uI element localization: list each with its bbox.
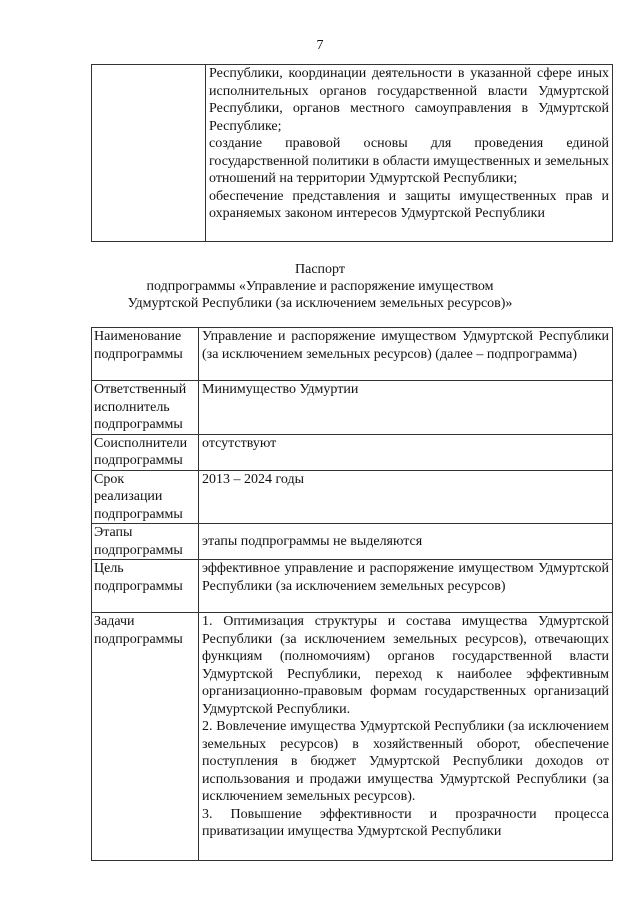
- value-paragraph: 2. Вовлечение имущества Удмуртской Республики (за исключением земельных ресурсов) в хозяйственный оборот, обеспечение поступления в бюджет Удмуртской Республики доходов от использования и продажи имущества Удмуртской Республики (за исключением земельных ресурсов).: [202, 719, 609, 804]
- continuation-cell: [206, 65, 613, 242]
- row-value: [199, 560, 613, 613]
- continuation-table: [91, 64, 613, 242]
- value-paragraph: Минимущество Удмуртии: [202, 382, 359, 397]
- value-paragraph: отсутствуют: [202, 435, 277, 451]
- table-row: [92, 65, 613, 242]
- continuation-paragraph: создание правовой основы для проведения единой государственной политики в области имущественных и земельных отношений на территории Удмуртской Республики;: [209, 136, 609, 186]
- value-paragraph: 1. Оптимизация структуры и состава имущества Удмуртской Республики (за исключением земельных ресурсов), отвечающих функциям (полномочиям) органов государственной власти Удмуртской Республики, переход к наиболее эффективным организационно-правовым формам государственных организаций Удмуртской Республики.: [202, 614, 609, 717]
- table-row: [92, 524, 613, 560]
- row-value: [199, 613, 613, 861]
- table-row: [92, 613, 613, 861]
- value-paragraph: Управление и распоряжение имуществом Удмуртской Республики (за исключением земельных ресурсов) (далее – подпрограмма): [202, 329, 609, 362]
- passport-heading: Паспорт: [295, 262, 345, 277]
- table-row: [92, 328, 613, 381]
- row-value: [199, 470, 613, 524]
- row-value: [199, 524, 613, 560]
- value-paragraph: эффективное управление и распоряжение имуществом Удмуртской Республики (за исключением земельных ресурсов): [202, 561, 609, 594]
- table-row: [92, 560, 613, 613]
- continuation-paragraph: обеспечение представления и защиты имущественных прав и охраняемых законом интересов Удмуртской Республики: [209, 188, 609, 221]
- row-label: Ответственный исполнитель подпрограммы: [92, 381, 199, 435]
- passport-subtitle-line: Удмуртской Республики (за исключением земельных ресурсов)»: [127, 296, 513, 311]
- passport-table: [91, 327, 613, 861]
- row-label: Наименование подпрограммы: [92, 328, 199, 381]
- value-paragraph: 3. Повышение эффективности и прозрачности процесса приватизации имущества Удмуртской Республики: [202, 806, 609, 839]
- row-value: [199, 381, 613, 435]
- page-number: 7: [316, 38, 324, 53]
- row-label: Цель подпрограммы: [92, 560, 199, 613]
- row-label: Срок реализации подпрограммы: [92, 470, 199, 524]
- passport-subtitle-line: подпрограммы «Управление и распоряжение имуществом: [146, 279, 494, 294]
- row-label: Задачи подпрограммы: [92, 613, 199, 861]
- continuation-paragraph: Республики, координации деятельности в указанной сфере иных исполнительных органов государственной власти Удмуртской Республики, органов местного самоуправления в Удмуртской Республике;: [209, 66, 609, 134]
- empty-label-cell: [92, 65, 206, 242]
- value-paragraph: этапы подпрограммы не выделяются: [202, 533, 423, 549]
- row-value: [199, 434, 613, 470]
- table-row: [92, 381, 613, 435]
- row-label: Этапы подпрограммы: [92, 524, 199, 560]
- table-row: [92, 434, 613, 470]
- row-label: Соисполнители подпрограммы: [92, 434, 199, 470]
- row-value: [199, 328, 613, 381]
- value-paragraph: 2013 – 2024 годы: [202, 471, 305, 487]
- table-row: [92, 470, 613, 524]
